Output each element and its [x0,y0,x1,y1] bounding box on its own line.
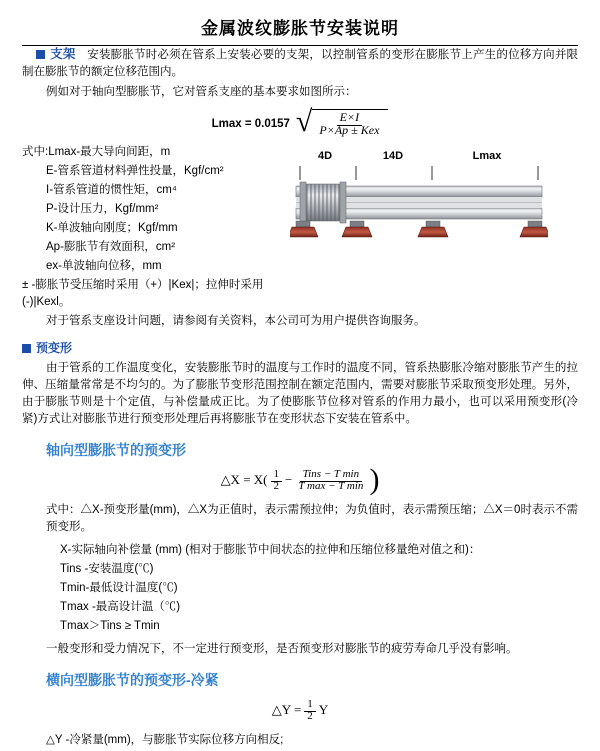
legend-item: Tmax＞Tins ≥ Tmin [60,620,160,632]
diagram-label-14d: 14D [382,150,404,162]
predeform-note: 一般变形和受力情况下，不一定进行预变形，是否预变形对膨胀节的疲劳寿命几乎没有影响。 [46,643,518,655]
definition-item: K-单波轴向刚度；Kgf/mm [46,222,178,234]
half-numerator: 1 [271,468,283,482]
expansion-joint-illustration-icon [290,164,548,246]
document-page [0,14,600,751]
ratio-denominator: T max − T min [298,480,364,492]
diagram-label-lmax: Lmax [472,150,502,162]
legend-item: Tmin-最低设计温度(℃) [60,582,178,594]
definition-item: P-设计压力，Kgf/mm² [46,203,159,215]
radical-sign-icon: √ [295,105,313,138]
blue-square-bullet-icon [22,344,31,353]
pipe-diagram [290,144,578,246]
legend-item: Tmax -最高设计温（℃) [60,601,181,613]
definition-item: 式中:Lmax-最大导向间距，m [22,146,171,158]
definition-item: ± -膨胀节受压缩时采用（+）|Kex|；拉伸时采用(-)|Kexl。 [22,279,264,308]
formula-delta-y [22,698,578,722]
formula-lmax-lead: Lmax = 0.0157 [211,117,290,130]
subsection-axial-predeform-heading: 轴向型膨胀节的预变形 [46,442,186,458]
definition-item: Ap-膨胀节有效面积，cm² [46,241,176,253]
section-support-note: 对于管系支座设计问题，请参阅有关资料，本公司可为用户提供咨询服务。 [46,315,426,327]
diagram-label-4d: 4D [317,150,333,162]
definition-item: ex-单波轴向位移，mm [46,260,162,272]
section-预变形-paragraph: 由于管系的工作温度变化，安装膨胀节时的温度与工作时的温度不同，管系热膨胀冷缩对膨胀节产生的拉伸、压缩量常常是不均匀的。为了膨胀节变形范围控制在额定范围内，需要对膨胀节采取预变形处理。另外，由于膨胀节则是十个定值，与补偿量成正比。为了使膨胀节位移对管系的作用力最小，也可以采用预变形(冷紧)方式让对膨胀节进行预变形处理后再将膨胀节在变形状态下安装在管系中。 [22,362,578,425]
definition-item: I-管系管道的惯性矩，cm⁴ [46,184,177,196]
half-denominator: 2 [273,480,279,492]
definition-item: E-管系管道材料弹性投量，Kgf/cm² [46,165,224,177]
formula-delta-x [22,463,578,496]
document-body [0,46,600,749]
blue-square-bullet-icon [36,50,45,59]
section-heading-label: 预变形 [36,341,73,355]
formula-delta-x-minus: − [285,472,293,487]
diagram-dimension-labels [290,150,578,162]
legend-item: Tins -安装温度(℃) [60,563,154,575]
definitions-list [22,144,290,313]
formula-delta-x-rparen: ) [369,463,380,496]
half-numerator: 1 [304,698,316,712]
formula-delta-x-ratio [295,468,366,492]
formula-lmax-denominator: P×Ap ± Kex [319,123,380,137]
section-intro-text: 安装膨胀节时必须在管系上安装必要的支架，以控制管系的变形在膨胀节上产生的位移方向并限制在膨胀节的额定位移范围内。 [22,49,579,78]
formula-lmax-radical [295,105,388,138]
formula-delta-y-lhs: △Y = [271,702,302,717]
formula-delta-x-legend: 式中：△X-预变形量(mm)，△X为正值时，表示需预拉伸；为负值时，表示需预压缩；△X＝0时表示不需预变形。 [46,504,578,533]
formula-delta-x-lhs: △X = X( [220,472,268,487]
subsection-lateral-predeform-heading: 横向型膨胀节的预变形-冷紧 [46,672,219,688]
half-denominator: 2 [307,710,313,722]
ratio-numerator: Tins − T min [300,468,362,482]
formula-delta-y-rhs: Y [318,702,329,717]
formula-delta-y-half [304,698,316,722]
section-heading-label: 支架 [50,47,76,61]
definitions-and-diagram [22,144,578,313]
formula-lmax-numerator: E×I [337,110,362,126]
section-预变形-heading [22,340,578,357]
formula-lmax [185,105,415,138]
section-支架-heading-paragraph [22,46,578,81]
legend-item: X-实际轴向补偿量 (mm) (相对于膨胀节中间状态的拉伸和压缩位移量绝对值之和)： [60,544,481,556]
section-example-text: 例如对于轴向型膨胀节，它对管系支座的基本要求如图所示： [46,86,357,98]
page-title: 金属波纹膨胀节安装说明 [22,14,578,46]
formula-delta-x-half [271,468,283,492]
cold-pull-note: △Y -冷紧量(mm)，与膨胀节实际位移方向相反; [46,734,284,746]
